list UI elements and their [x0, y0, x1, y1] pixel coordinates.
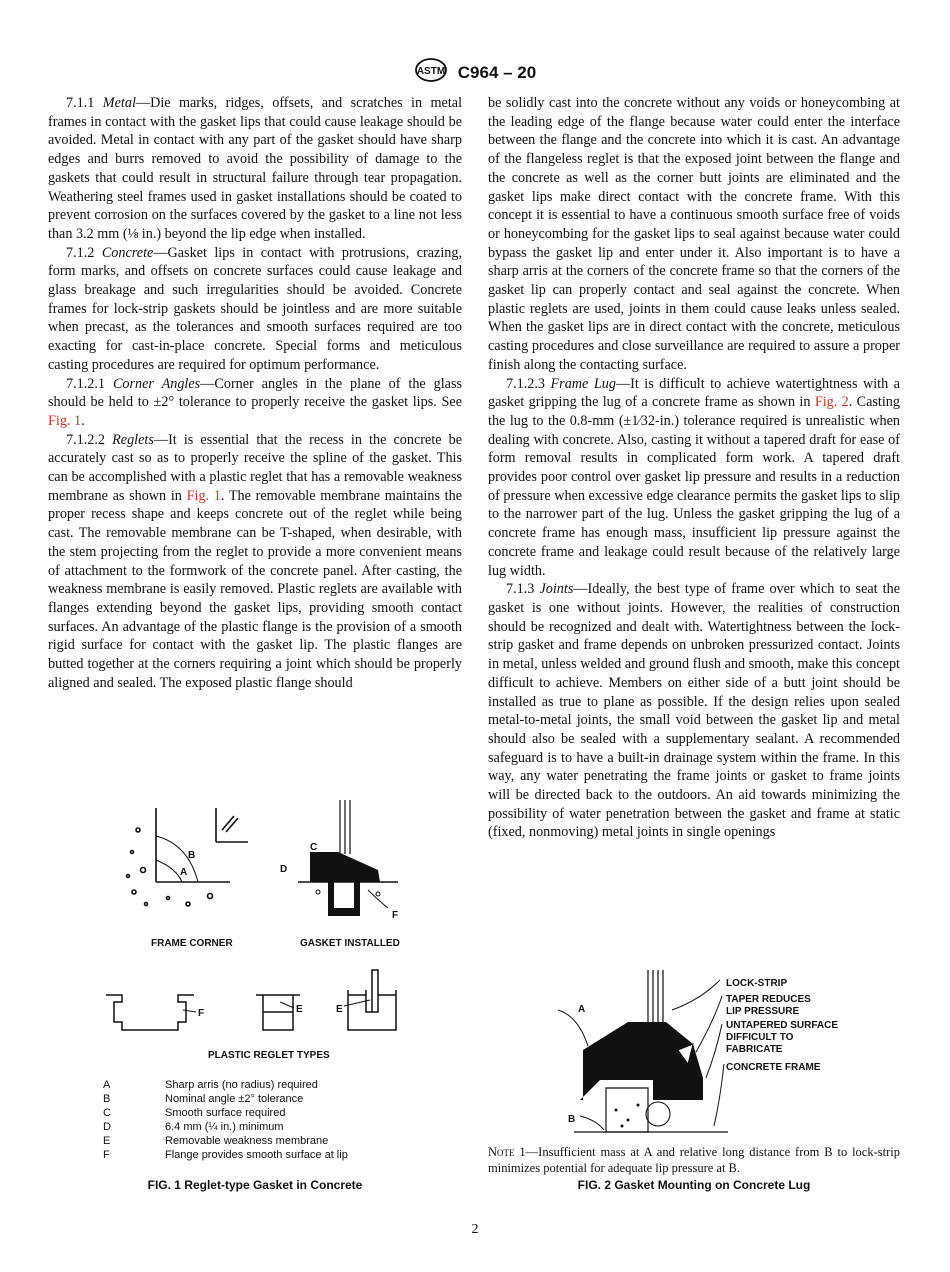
figure-2-drawing	[488, 960, 900, 1140]
figure-2	[488, 960, 900, 1200]
paragraph-7-1-2-3: 7.1.2.3 Frame Lug—It is difficult to achieve watertightness with a gasket gripping the lug of a concrete frame as shown in Fig. 2. Casting the lug to the 0.8-mm (±1⁄32-in.) tolerance required is unrealistic when dealing with concrete. Also, casting it without a tapered draft for ease of form removal results in complicated form work. A tapered draft provides poor control over gasket lip pressure and results in a reduction of pressure when excessive edge clearance permits the gasket lips to slip to the narrower part of the lug. Unless the gasket gripping the lug of a concrete frame has enough mass, insufficient lip pressure against the concrete frame and leakage could result because of the relatively large lug width.	[488, 375, 900, 579]
page-number: 2	[471, 1222, 479, 1237]
legend-row: F Flange provides smooth surface at lip	[103, 1149, 348, 1161]
label-b: B	[188, 850, 196, 861]
frame-corner-label: FRAME CORNER	[151, 938, 233, 949]
right-column	[488, 94, 900, 842]
fig2-label-b: B	[568, 1114, 576, 1125]
fig2-link[interactable]: Fig. 2	[814, 394, 849, 411]
paragraph-7-1-1: 7.1.1 Metal—Die marks, ridges, offsets, and scratches in metal frames in contact with the gasket lips that could cause leakage should be avoided. Metal in contact with any part of the gasket should have sharp edges and burrs removed to avoid the possibility of damage to the gaskets that could result in structural failure through tear propagation. Weathering steel frames used in gasket installations should be coated to prevent corrosion on the surfaces covered by the gasket to a line not less than 3.2 mm (⅛ in.) beyond the lip edge when installed.	[48, 95, 463, 242]
reglet-types-drawing	[106, 970, 396, 1030]
paragraph-7-1-2-2: 7.1.2.2 Reglets—It is essential that the recess in the concrete be accurately cast so as to properly receive the spline of the gasket. This can be accomplished with a plastic reglet that has a removable weakness membrane as shown in Fig. 1. The removable membrane maintains the proper recess shape and keeps concrete out of the reglet while being cast. The removable membrane can be T-shaped, when desirable, with the stem projecting from the reglet to provide a more convenient means of attachment to the formwork of the concrete panel. After casting, the weakness membrane is easily removed. Plastic reglets are available with flanges extending beyond the gasket lips, providing smooth contact surfaces. An advantage of the plastic flange is the provision of a smooth rigid surface for contact with the gasket lip. The plastic flanges are butted together at the corners requiring a joint which should be properly aligned and sealed. The exposed plastic flange should	[48, 431, 463, 691]
paragraph-continuation: be solidly cast into the concrete without any voids or honeycombing at the leading edge of the flange because water could enter the interface between the flange and the concrete into which it is cast. An advantage of the flangeless reglet is that the exposed joint between the flange and the concrete as well as the corner butt joints are eliminated and the gasket lips make direct contact with the concrete frame. With this concept it is essential to have a continuous smooth surface free of voids or honeycombing for the gasket lips to seal against because water could bypass the gasket lip and enter under it. Also important is to have a sharp arris at the corners of the concrete frame so that the corners of the gasket lip can properly contact and seal against the concrete. When plastic reglets are used, joints in them could cause leaks unless sealed. When the gasket lips are in direct contact with the concrete, meticulous casting procedures and close surveillance are required to assure a proper finish along the contacting surface.	[488, 95, 900, 373]
figure-1-drawing	[48, 780, 462, 1070]
astm-logo-icon	[414, 58, 448, 87]
reglet-label-f: F	[198, 1008, 205, 1019]
legend-row: E Removable weakness membrane	[103, 1135, 329, 1147]
gasket-installed-drawing	[298, 800, 398, 916]
figure-2-caption: FIG. 2 Gasket Mounting on Concrete Lug	[577, 1178, 811, 1192]
fig2-label-a: A	[578, 1004, 586, 1015]
reglet-label-e1: E	[296, 1004, 303, 1015]
untapered-label-1: UNTAPERED SURFACE	[726, 1020, 839, 1031]
svg-text:ASTM: ASTM	[416, 66, 445, 77]
untapered-label-3: FABRICATE	[726, 1044, 783, 1055]
reglet-label-e2: E	[336, 1004, 343, 1015]
concrete-frame-label: CONCRETE FRAME	[726, 1062, 821, 1073]
label-f: F	[392, 910, 399, 921]
legend-row: D 6.4 mm (¼ in.) minimum	[103, 1121, 284, 1133]
page-header	[0, 58, 950, 87]
figure-1-caption: FIG. 1 Reglet-type Gasket in Concrete	[147, 1178, 363, 1192]
figure-2-note: Note 1—Insufficient mass at A and relative long distance from B to lock-strip minimizes potential for adequate lip pressure at B.	[488, 1145, 900, 1175]
fig1-link[interactable]: Fig. 1	[186, 487, 221, 504]
paragraph-7-1-3: 7.1.3 Joints—Ideally, the best type of frame over which to seat the gasket is one without joints. However, the realities of construction should be recognized and dealt with. Watertightness between the lock-strip gasket and frame depends on unbroken pressurized contact. Joints in metal, unless welded and ground flush and smooth, make this concept difficult to achieve. Members on either side of a butt joint should be installed as true to plane as possible. If the design relies upon sealed metal-to-metal joints, the small void between the gasket lip and metal should also be sealed with a supplementary sealant. A recommended safeguard is to have a built-in drainage system within the frame. In this way, any water penetrating the frame joints or gasket to frame joints will be directed back to the outdoors. An aid towards minimizing the possibility of water penetration between the gasket and frame at static (fixed, nonmoving) metal joints in single openings	[488, 581, 901, 841]
legend-row: C Smooth surface required	[103, 1107, 286, 1119]
label-a: A	[180, 867, 188, 878]
paragraph-7-1-2: 7.1.2 Concrete—Gasket lips in contact with protrusions, crazing, form marks, and offsets on concrete surfaces could cause leakage and glass breakage and such irregularities should be avoided. Concrete frames for lock-strip gaskets should be jointless and are more suitable when precast, as the tolerances and smooth surfaces required are too exacting for cast-in-place concrete. Special forms and meticulous casting procedures are required for optimum performance.	[48, 244, 462, 373]
paragraph-7-1-2-1: 7.1.2.1 Corner Angles—Corner angles in the plane of the glass should be held to ±2° tolerance to properly receive the gasket lips. See Fig. 1.	[48, 375, 463, 429]
standard-code: C964 – 20	[457, 62, 537, 82]
taper-label-1: TAPER REDUCES	[726, 994, 811, 1005]
untapered-label-2: DIFFICULT TO	[726, 1032, 794, 1043]
fig1-link[interactable]: Fig. 1	[48, 412, 82, 429]
label-d: D	[280, 864, 288, 875]
legend-row: B Nominal angle ±2° tolerance	[103, 1093, 304, 1105]
label-c: C	[310, 842, 318, 853]
legend-row: A Sharp arris (no radius) required	[103, 1079, 318, 1091]
taper-label-2: LIP PRESSURE	[726, 1006, 800, 1017]
lock-strip-label: LOCK-STRIP	[726, 978, 788, 989]
figure-1	[48, 780, 462, 1200]
figure-1-legend	[103, 1078, 348, 1162]
gasket-installed-label: GASKET INSTALLED	[300, 938, 400, 949]
left-column	[48, 94, 462, 693]
reglet-types-label: PLASTIC REGLET TYPES	[208, 1050, 330, 1061]
lug-gasket-drawing	[558, 970, 728, 1132]
